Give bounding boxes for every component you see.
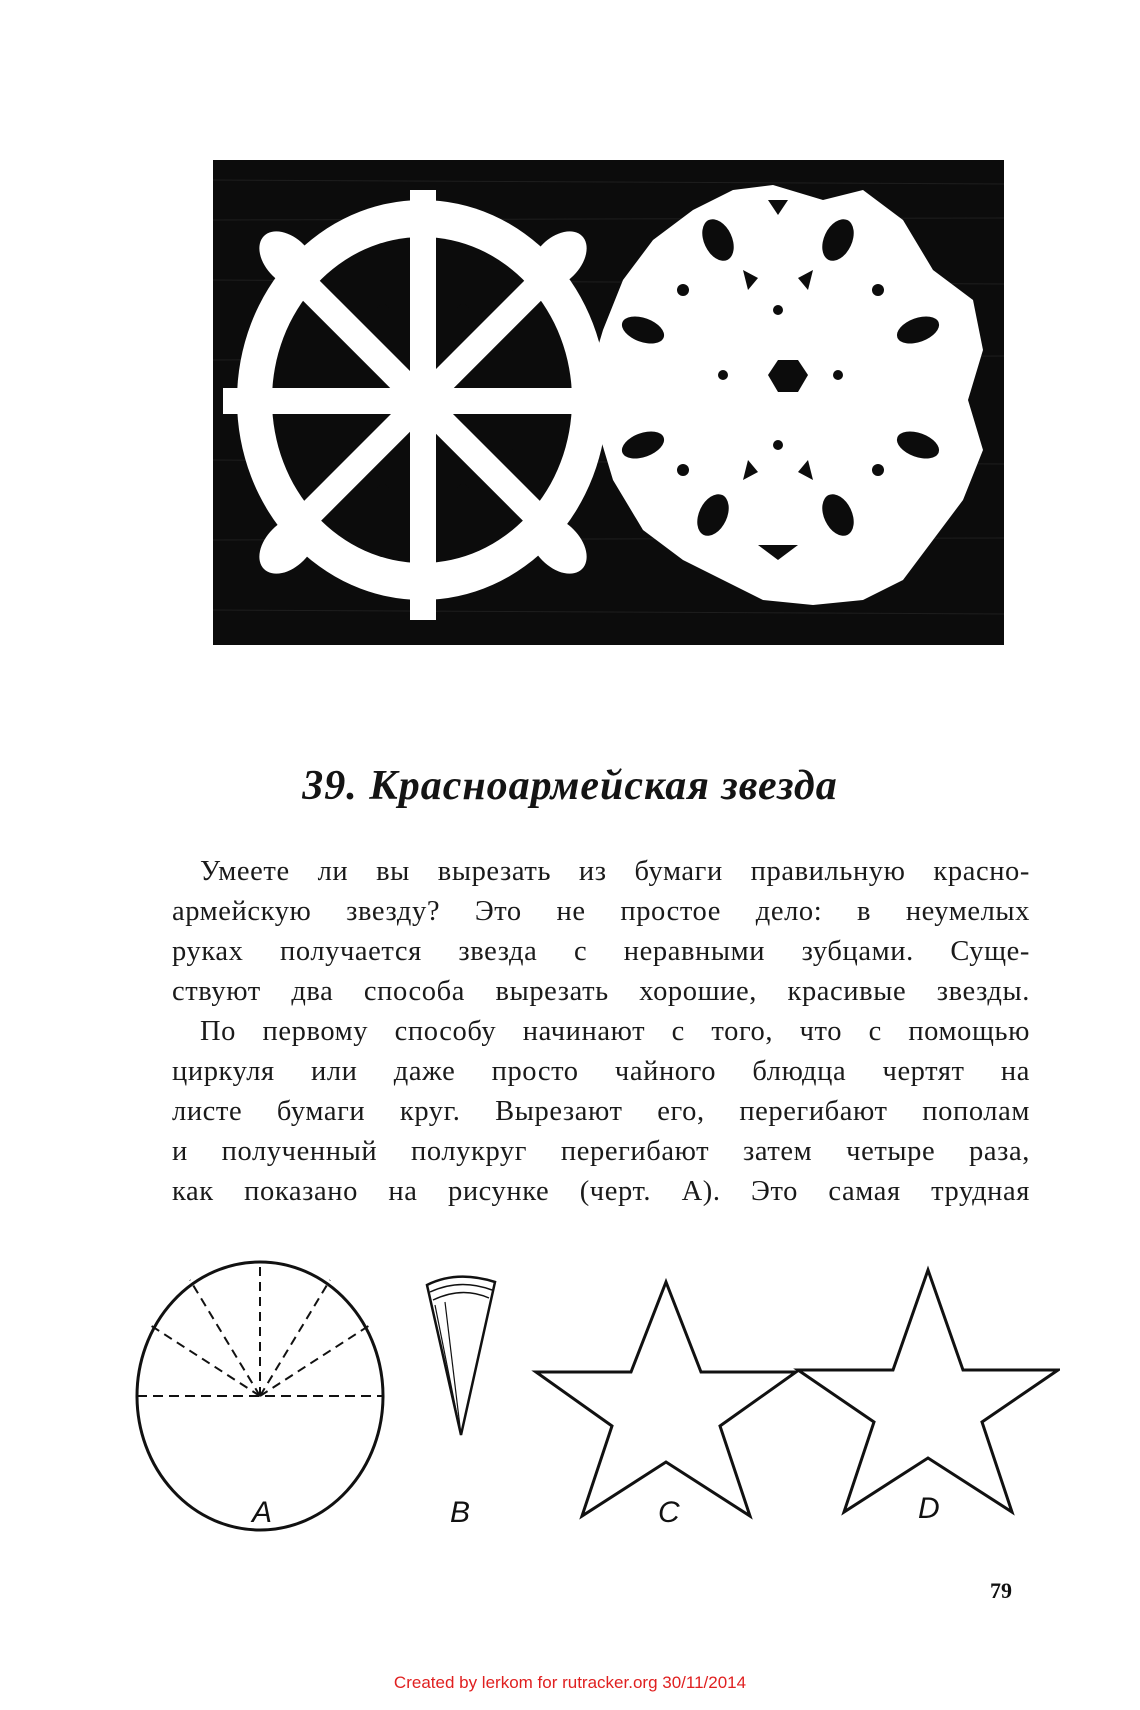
text-line: руках получается звезда с неравными зубцами. Суще- [172, 936, 1030, 967]
section-number: 39. [302, 763, 358, 809]
text-line: армейскую звезду? Это не простое дело: в неумелых [172, 896, 1030, 927]
lace-snowflake [588, 185, 983, 605]
figure-b-wedge [427, 1277, 495, 1435]
text-line: и полученный полукруг перегибают затем четыре раза, [172, 1136, 1030, 1167]
figure-c-label: С [658, 1496, 680, 1529]
text-line: ствуют два способа вырезать хорошие, красивые звезды. [172, 976, 1030, 1007]
snowflakes-illustration [213, 160, 1004, 645]
text-line: Умеете ли вы вырезать из бумаги правильную красно- [200, 856, 1030, 887]
section-title: Красноармейская звезда [369, 763, 838, 809]
figure-c-star [536, 1282, 796, 1516]
star-diagram [130, 1250, 1060, 1540]
text-line: циркуля или даже просто чайного блюдца чертят на [172, 1056, 1030, 1087]
figure-a-circle [137, 1262, 383, 1530]
body-paragraph [172, 852, 1030, 1212]
text-line: как показано на рисунке (черт. А). Это самая трудная [172, 1176, 1030, 1207]
figure-b-label: В [450, 1496, 471, 1529]
wheel-snowflake [223, 190, 623, 620]
page-number: 79 [990, 1578, 1012, 1603]
snowflakes-image [213, 160, 1004, 645]
figure-a-label: А [252, 1496, 273, 1529]
text-line: листе бумаги круг. Вырезают его, перегибают пополам [172, 1096, 1030, 1127]
figure-d-star [798, 1270, 1058, 1512]
section-heading [0, 762, 1140, 810]
watermark-text: Created by lerkom for rutracker.org 30/11/2014 [393, 1673, 747, 1692]
figure-d-label: D [918, 1492, 940, 1525]
text-line: По первому способу начинают с того, что с помощью [200, 1016, 1030, 1047]
